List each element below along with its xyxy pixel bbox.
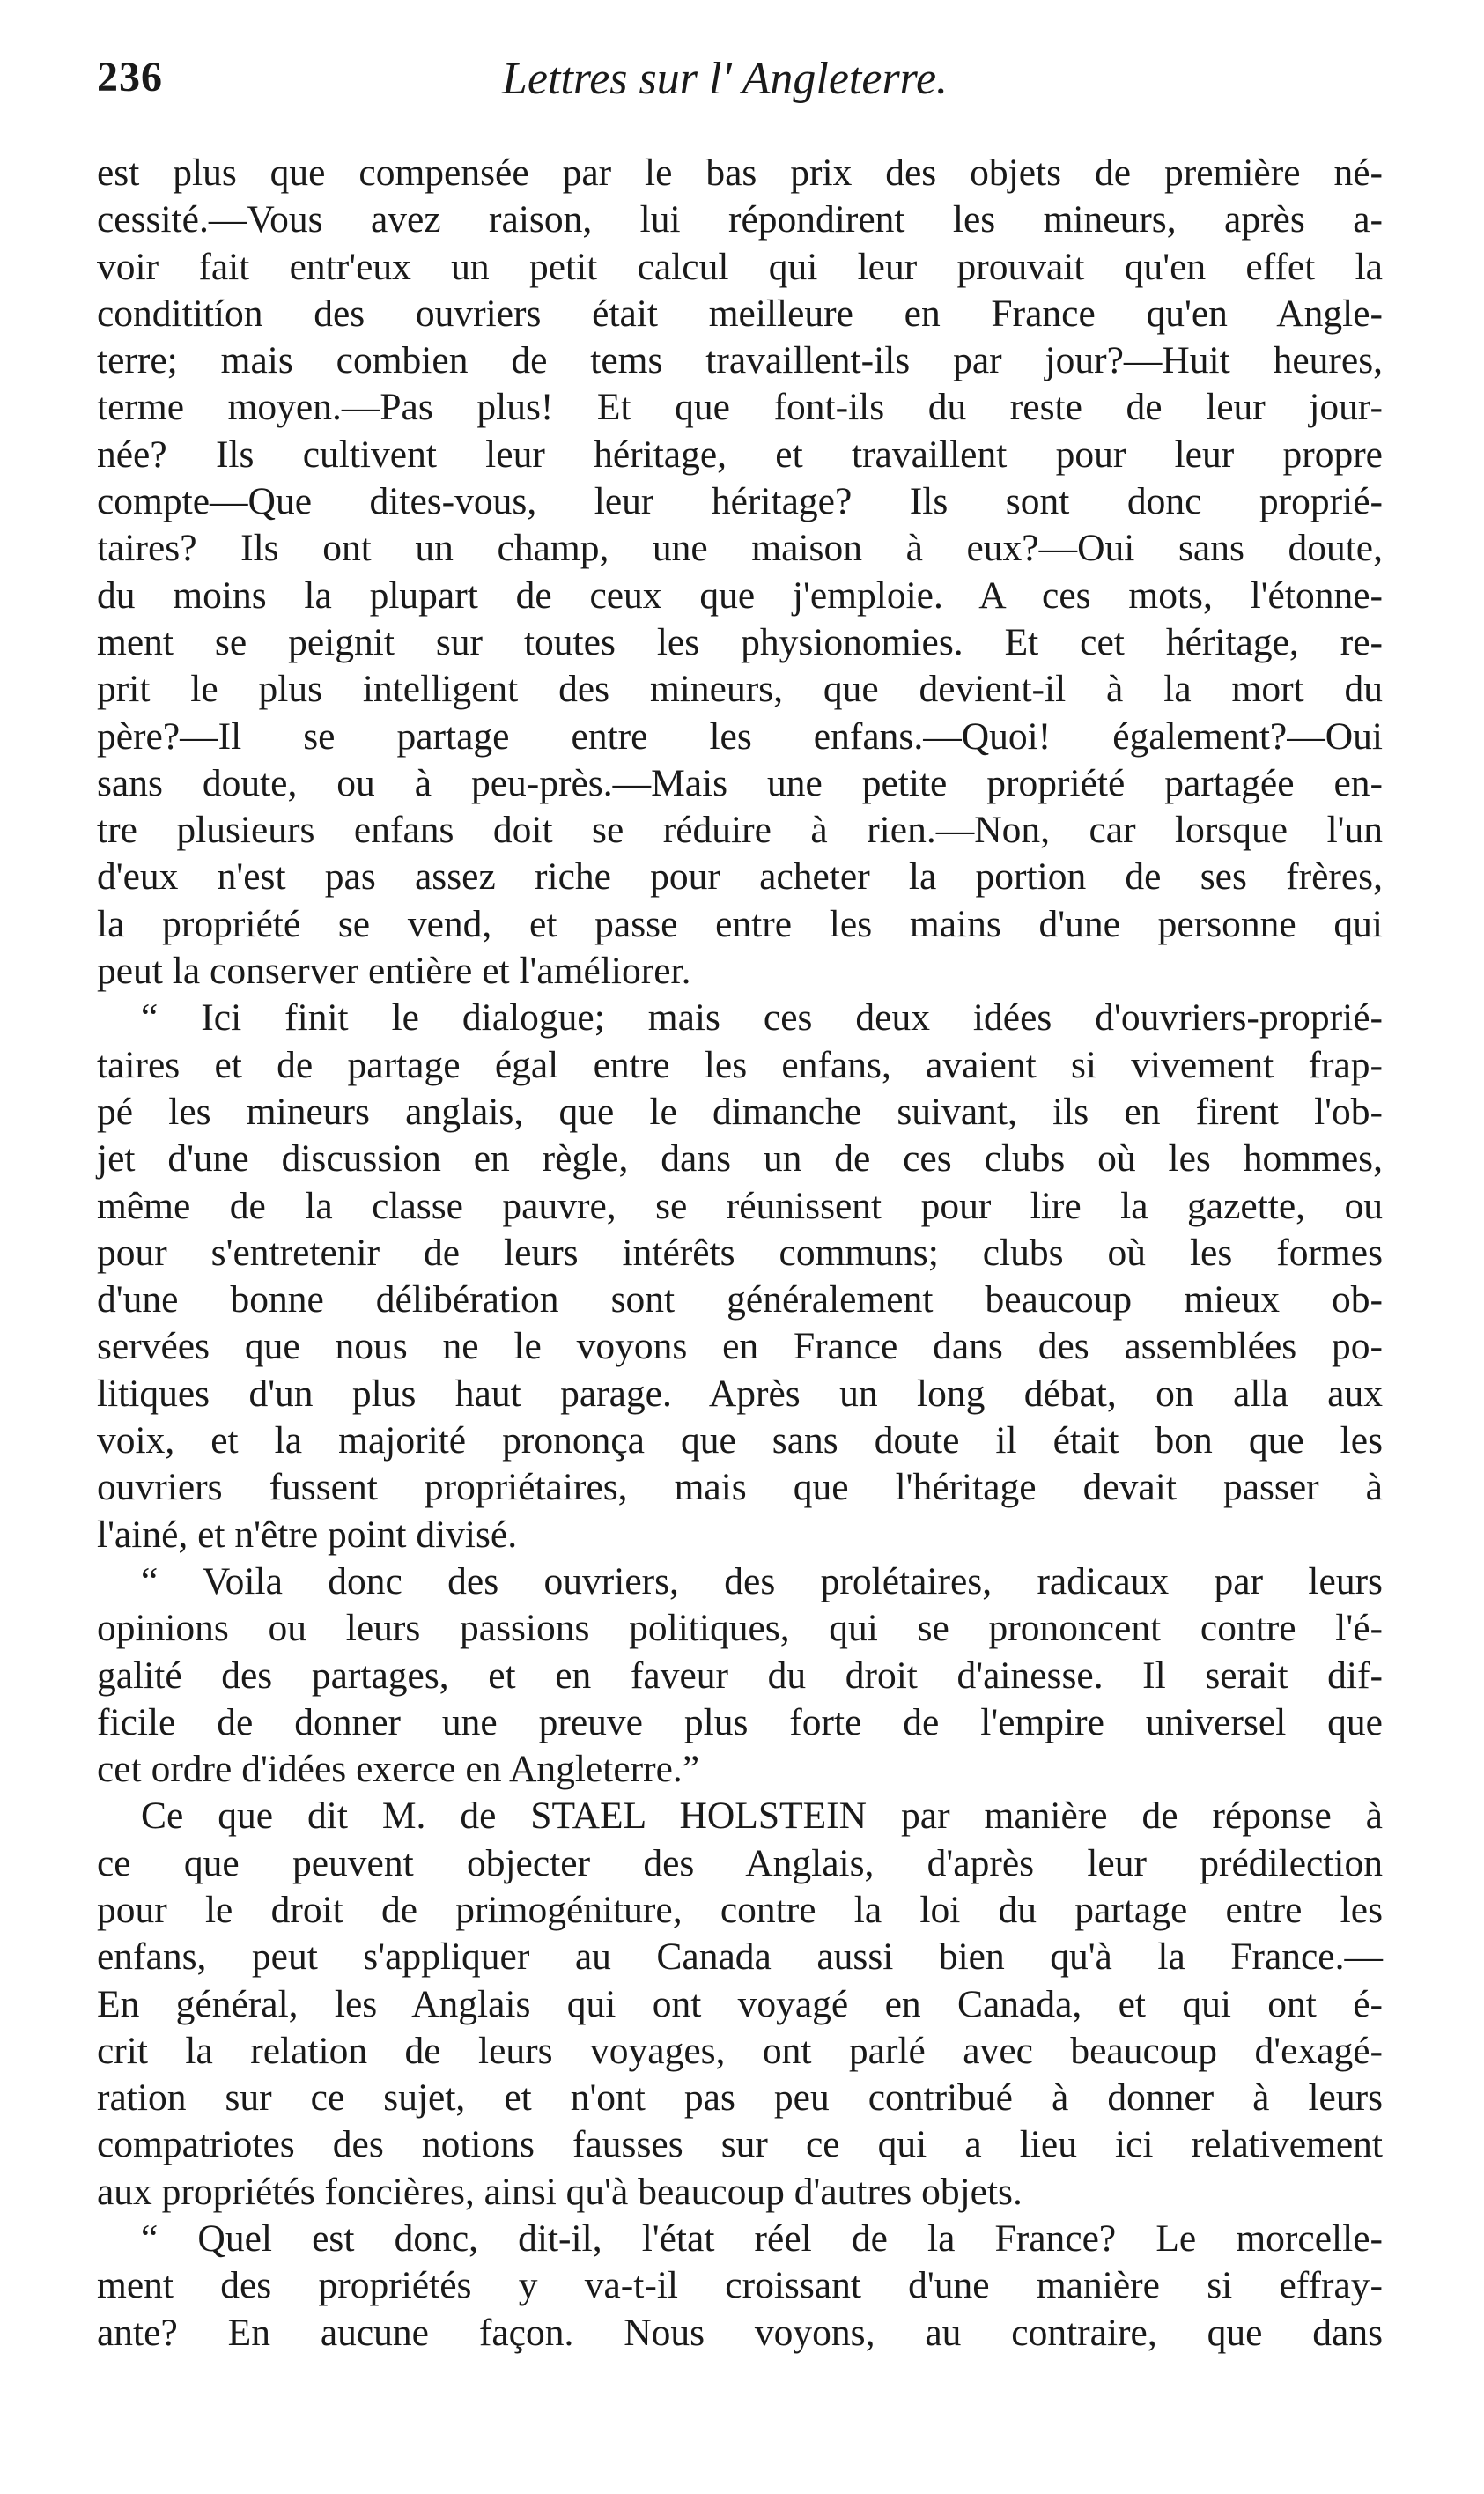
text-line: opinions ou leurs passions politiques, qui se prononcent contre l'é-: [97, 1607, 1383, 1650]
text-line: “ Ici finit le dialogue; mais ces deux idées d'ouvriers-proprié-: [141, 996, 1383, 1040]
body-text: [97, 150, 1383, 2357]
text-line: d'une bonne délibération sont généralement beaucoup mieux ob-: [97, 1278, 1383, 1321]
text-line: prit le plus intelligent des mineurs, que devient-il à la mort du: [97, 668, 1383, 711]
text-line: tre plusieurs enfans doit se réduire à rien.—Non, car lorsque l'un: [97, 809, 1383, 852]
page-number: 236: [97, 54, 163, 100]
text-line: même de la classe pauvre, se réunissent pour lire la gazette, ou: [97, 1184, 1383, 1227]
text-line: ce que peuvent objecter des Anglais, d'après leur prédilection: [97, 1841, 1383, 1884]
text-line: ficile de donner une preuve plus forte de l'empire universel que: [97, 1700, 1383, 1743]
text-line: compte—Que dites-vous, leur héritage? Ils sont donc proprié-: [97, 480, 1383, 523]
text-line: litiques d'un plus haut parage. Après un long débat, on alla aux: [97, 1372, 1383, 1415]
text-line: la propriété se vend, et passe entre les mains d'une personne qui: [97, 902, 1383, 945]
text-line: voix, et la majorité prononça que sans doute il était bon que les: [97, 1419, 1383, 1462]
text-line: galité des partages, et en faveur du droit d'ainesse. Il serait dif-: [97, 1654, 1383, 1697]
text-line: pour s'entretenir de leurs intérêts communs; clubs où les formes: [97, 1231, 1383, 1274]
text-line: sans doute, ou à peu-près.—Mais une petite propriété partagée en-: [97, 761, 1383, 804]
text-line: peut la conserver entière et l'améliorer.: [97, 950, 691, 993]
text-line: crit la relation de leurs voyages, ont parlé avec beaucoup d'exagé-: [97, 2029, 1383, 2072]
text-line: du moins la plupart de ceux que j'emploie. A ces mots, l'étonne-: [97, 574, 1383, 617]
text-line: taires et de partage égal entre les enfans, avaient si vivement frap-: [97, 1043, 1383, 1086]
text-line: servées que nous ne le voyons en France dans des assemblées po-: [97, 1325, 1383, 1368]
text-line: ante? En aucune façon. Nous voyons, au contraire, que dans: [97, 2311, 1383, 2354]
text-line: “ Voila donc des ouvriers, des prolétaires, radicaux par leurs: [141, 1559, 1383, 1602]
text-line: jet d'une discussion en règle, dans un de ces clubs où les hommes,: [97, 1137, 1383, 1180]
text-line: terre; mais combien de tems travaillent-ils par jour?—Huit heures,: [97, 339, 1383, 382]
text-line: d'eux n'est pas assez riche pour acheter la portion de ses frères,: [97, 855, 1383, 899]
text-line: pé les mineurs anglais, que le dimanche suivant, ils en firent l'ob-: [97, 1090, 1383, 1133]
text-line: ment des propriétés y va-t-il croissant d'une manière si effray-: [97, 2264, 1383, 2307]
text-line: En général, les Anglais qui ont voyagé en Canada, et qui ont é-: [97, 1982, 1383, 2025]
text-line: née? Ils cultivent leur héritage, et travaillent pour leur propre: [97, 433, 1383, 476]
text-line: voir fait entr'eux un petit calcul qui leur prouvait qu'en effet la: [97, 245, 1383, 288]
text-line: compatriotes des notions fausses sur ce qui a lieu ici relativement: [97, 2123, 1383, 2166]
text-line: condititíon des ouvriers était meilleure en France qu'en Angle-: [97, 292, 1383, 335]
text-line: taires? Ils ont un champ, une maison à eux?—Oui sans doute,: [97, 527, 1383, 570]
text-line: est plus que compensée par le bas prix des objets de première né-: [97, 152, 1383, 194]
running-head: Lettres sur l' Angleterre.: [502, 54, 949, 104]
text-line: l'ainé, et n'être point divisé.: [97, 1513, 518, 1556]
text-line: père?—Il se partage entre les enfans.—Quoi! également?—Oui: [97, 714, 1383, 758]
text-line: ment se peignit sur toutes les physionomies. Et cet héritage, re-: [97, 620, 1383, 663]
text-line: pour le droit de primogéniture, contre la loi du partage entre les: [97, 1888, 1383, 1931]
text-line: ration sur ce sujet, et n'ont pas peu contribué à donner à leurs: [97, 2076, 1383, 2120]
text-line: terme moyen.—Pas plus! Et que font-ils du reste de leur jour-: [97, 386, 1383, 429]
text-line: Ce que dit M. de STAEL HOLSTEIN par manière de réponse à: [141, 1795, 1383, 1838]
text-line: enfans, peut s'appliquer au Canada aussi bien qu'à la France.—: [97, 1935, 1383, 1979]
text-line: aux propriétés foncières, ainsi qu'à beaucoup d'autres objets.: [97, 2170, 1023, 2213]
text-line: “ Quel est donc, dit-il, l'état réel de la France? Le morcelle-: [141, 2217, 1383, 2261]
text-line: ouvriers fussent propriétaires, mais que l'héritage devait passer à: [97, 1466, 1383, 1509]
text-line: cet ordre d'idées exerce en Angleterre.”: [97, 1748, 700, 1791]
text-line: cessité.—Vous avez raison, lui répondirent les mineurs, après a-: [97, 198, 1383, 241]
page-header: [97, 53, 1383, 115]
